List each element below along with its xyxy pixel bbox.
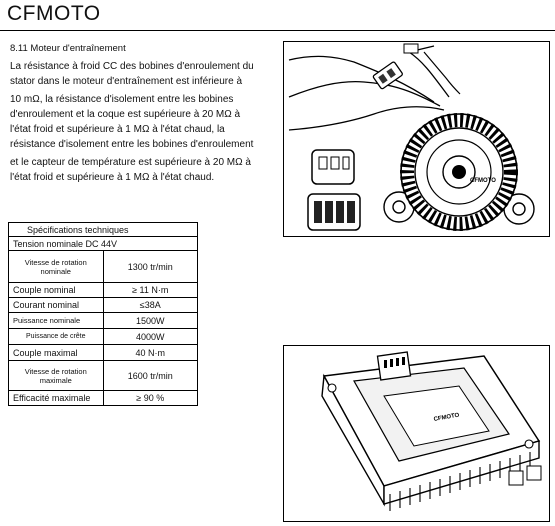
section-title: 8.11 Moteur d'entraînement [10,43,126,54]
spec-value: ≥ 90 % [103,391,198,406]
spec-nominal-voltage: Tension nominale DC 44V [9,237,198,251]
para-line: résistance d'isolement entre les bobines d'enroulement [10,139,254,150]
para-line: et le capteur de température est supérieure à 20 MΩ à [10,157,251,168]
spec-label: Vitesse de rotation nominale [9,251,104,283]
spec-table-header: Spécifications techniques [9,223,198,237]
controller-logo: CFMOTO [433,412,460,423]
para-line: stator dans le moteur d'entraînement est inférieure à [10,76,243,87]
motor-logo: CFMOTO [470,178,496,184]
spec-value: 1600 tr/min [103,361,198,391]
spec-label: Courant nominal [9,298,104,313]
spec-value: ≤38A [103,298,198,313]
para-line: La résistance à froid CC des bobines d'enroulement du [10,61,254,72]
para-line: l'état froid et supérieure à 1 MΩ à l'état chaud. [10,172,215,183]
spec-label: Couple maximal [9,345,104,361]
spec-value: 1500W [103,313,198,329]
paragraph-3 [10,155,275,185]
spec-value: ≥ 11 N·m [103,283,198,298]
spec-value: 1300 tr/min [103,251,198,283]
motor-figure [283,41,550,237]
controller-figure [283,345,550,522]
para-line: d'enroulement et la coque est supérieure à 20 MΩ à [10,109,241,120]
paragraph-1 [10,59,275,89]
spec-label: Vitesse de rotation maximale [9,361,104,391]
spec-label: Couple nominal [9,283,104,298]
spec-value: 4000W [103,329,198,345]
header-rule [0,30,555,31]
para-line: 10 mΩ, la résistance d'isolement entre les bobines [10,94,234,105]
spec-value: 40 N·m [103,345,198,361]
spec-label: Puissance nominale [9,313,104,329]
motor-illustration [284,42,549,236]
para-line: l'état froid et supérieure à 1 MΩ à l'état chaud, la [10,124,225,135]
spec-table [8,222,198,406]
spec-label: Efficacité maximale [9,391,104,406]
controller-illustration [284,346,549,521]
brand-title: CFMOTO [7,2,101,25]
paragraph-2 [10,92,275,152]
spec-label: Puissance de crête [9,329,104,345]
